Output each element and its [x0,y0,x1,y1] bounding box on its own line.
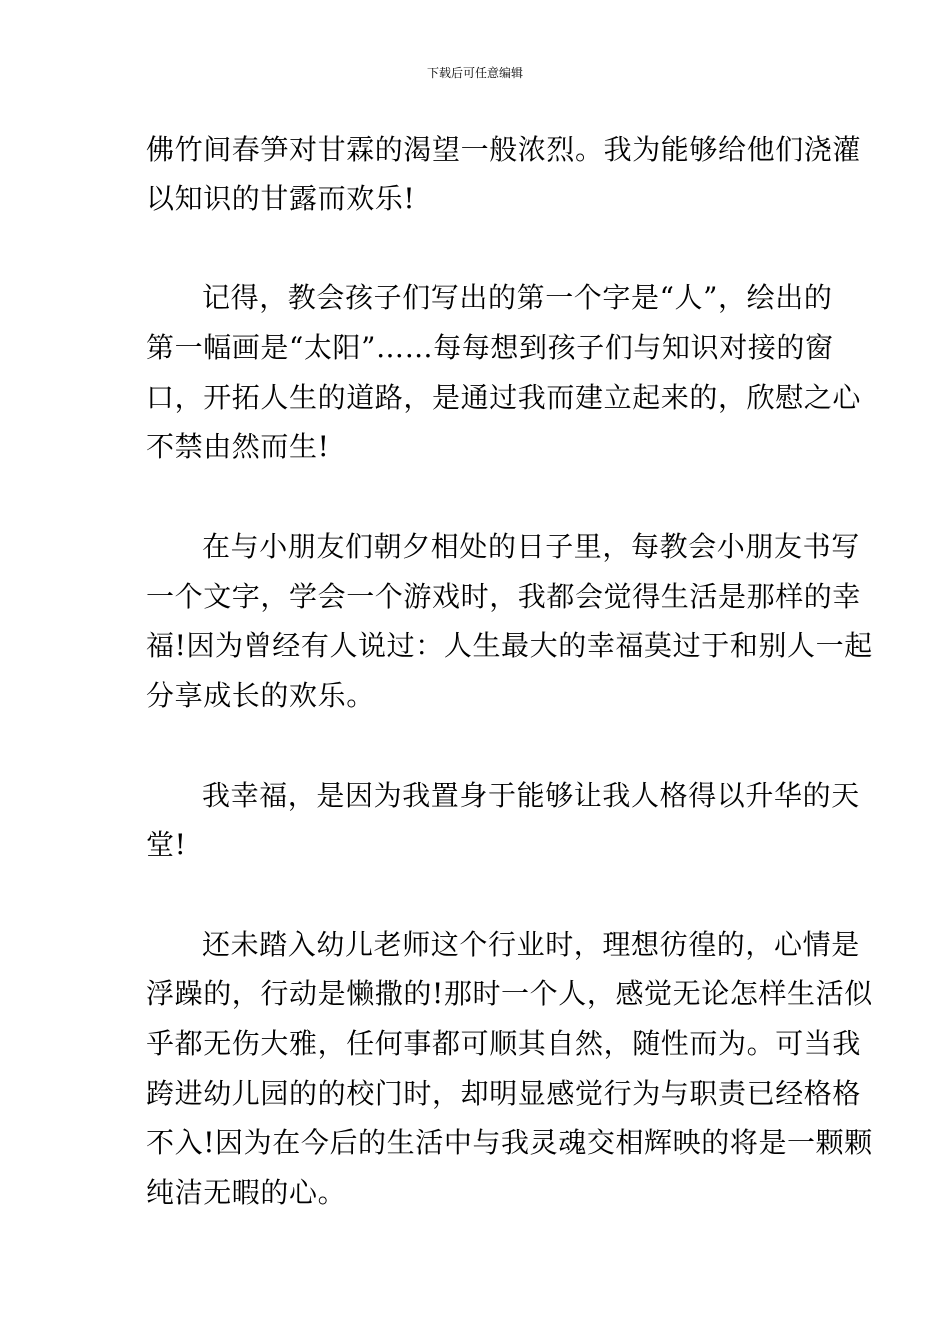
paragraph-4-line-2: 堂! [146,828,187,861]
paragraph-1-line-2: 以知识的甘露而欢乐! [146,182,416,215]
paragraph-2-line-1: 记得，教会孩子们写出的第一个字是“人”，绘出的 [202,281,833,314]
paragraph-3-line-3: 福!因为曾经有人说过：人生最大的幸福莫过于和别人一起 [146,629,873,662]
paragraph-2-line-2: 第一幅画是“太阳”……每每想到孩子们与知识对接的窗 [146,331,834,364]
paragraph-3-line-2: 一个文字，学会一个游戏时，我都会觉得生活是那样的幸 [146,580,862,613]
paragraph-3-line-4: 分享成长的欢乐。 [146,679,375,712]
paragraph-2-line-4: 不禁由然而生! [146,430,330,463]
paragraph-5-line-2: 浮躁的，行动是懒撒的!那时一个人，感觉无论怎样生活似 [146,977,873,1010]
paragraph-4-line-1: 我幸福，是因为我置身于能够让我人格得以升华的天 [202,779,860,812]
paragraph-5-line-3: 乎都无伤大雅，任何事都可顺其自然，随性而为。可当我 [146,1027,862,1060]
paragraph-3-line-1: 在与小朋友们朝夕相处的日子里，每教会小朋友书写 [202,530,860,563]
paragraph-5-line-4: 跨进幼儿园的的校门时，却明显感觉行为与职责已经格格 [146,1077,862,1110]
page-header: 下载后可任意编辑 [426,66,523,80]
paragraph-1-line-1: 佛竹间春笋对甘霖的渴望一般浓烈。我为能够给他们浇灌 [146,133,862,166]
paragraph-5-line-1: 还未踏入幼儿老师这个行业时，理想彷徨的，心情是 [202,928,860,961]
paragraph-5-line-6: 纯洁无暇的心。 [146,1176,347,1209]
paragraph-2-line-3: 口，开拓人生的道路，是通过我而建立起来的，欣慰之心 [146,381,862,414]
paragraph-5-line-5: 不入!因为在今后的生活中与我灵魂交相辉映的将是一颗颗 [146,1126,873,1159]
